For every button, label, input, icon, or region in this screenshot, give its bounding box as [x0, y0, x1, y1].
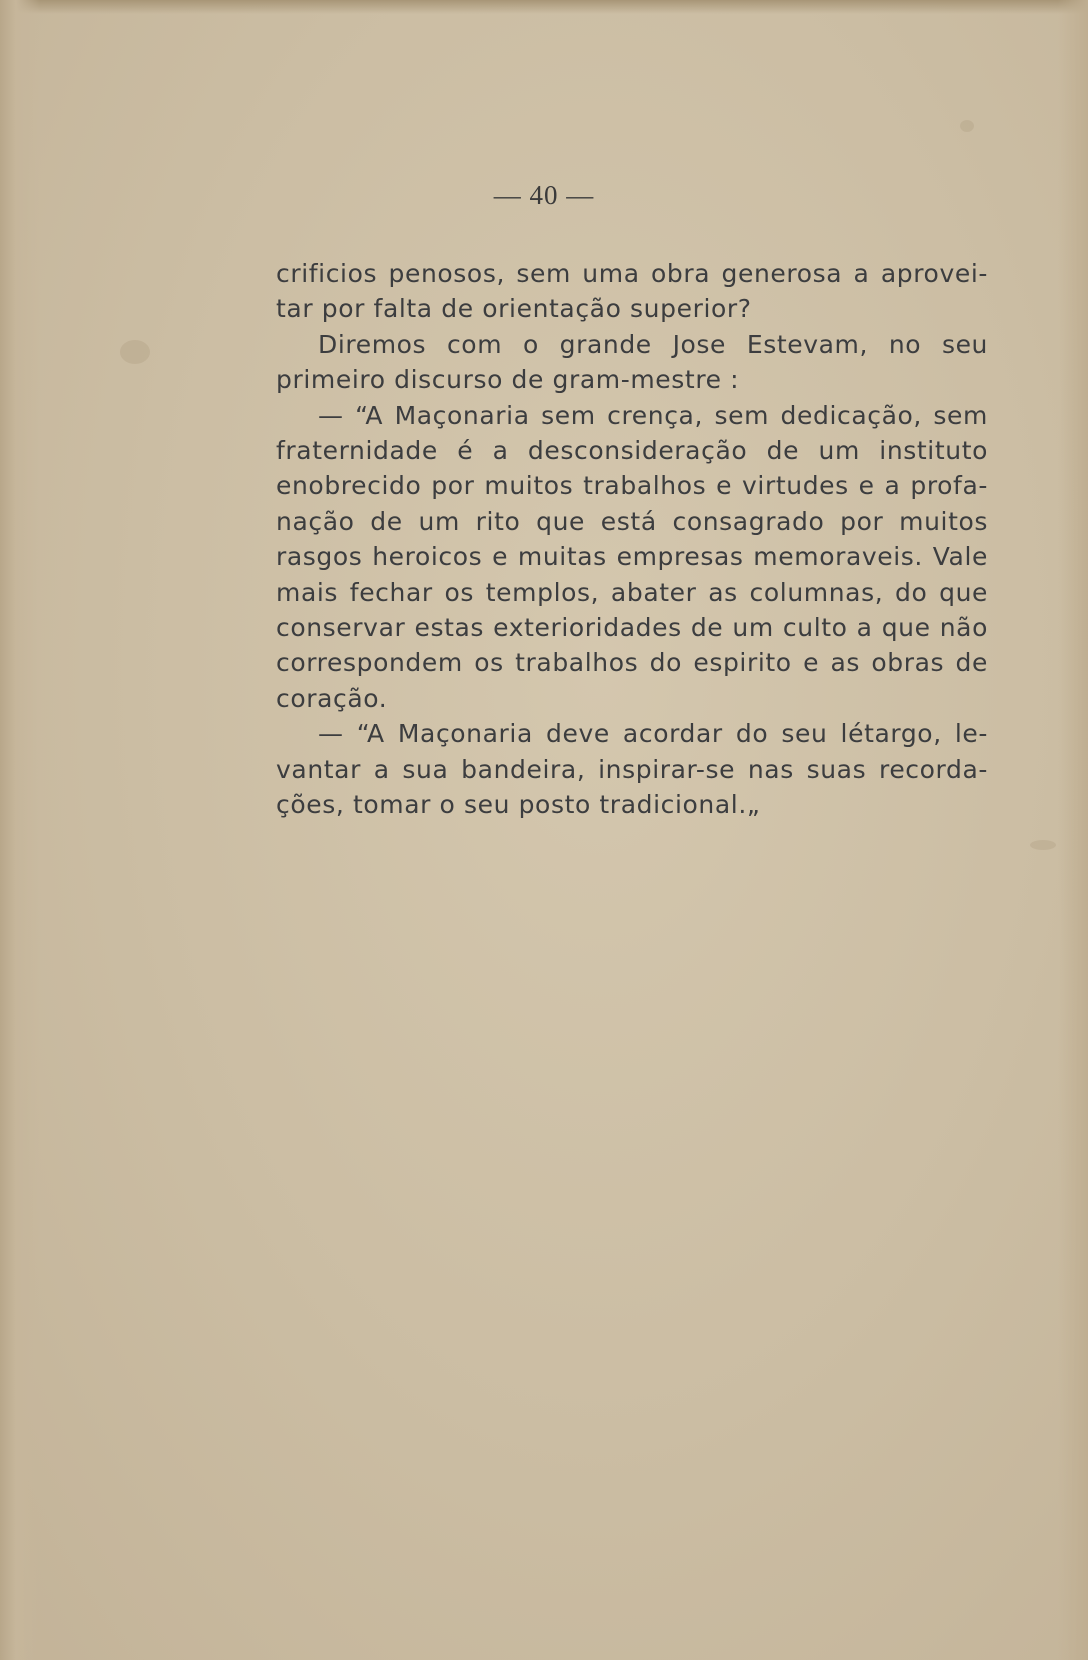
text-line: rasgos heroicos e muitas empresas memoraveis. Vale: [276, 542, 988, 572]
text-line: Diremos com o grande Jose Estevam, no seu: [318, 329, 988, 359]
text-line: nação de um rito que está consagrado por muitos: [276, 506, 988, 536]
text-line: correspondem os trabalhos do espirito e as obras de: [276, 648, 988, 678]
page-edge-top: [0, 0, 1088, 14]
text-line: vantar a sua bandeira, inspirar-se nas suas recorda-: [276, 754, 988, 784]
page-edge-right: [1058, 0, 1088, 1660]
text-line: enobrecido por muitos trabalhos e virtudes e a profa-: [276, 471, 988, 501]
text-line: conservar estas exterioridades de um culto a que não: [276, 613, 988, 643]
paper-stain: [960, 120, 974, 132]
text-line: primeiro discurso de gram-mestre :: [276, 365, 740, 395]
paper-stain: [1030, 840, 1056, 850]
text-line: fraternidade é a desconsideração de um instituto: [276, 436, 988, 466]
paper-stain: [120, 340, 150, 364]
page-edge-left: [0, 0, 40, 1660]
text-line: ções, tomar o seu posto tradicional.„: [276, 790, 761, 820]
text-line: — “A Maçonaria deve acordar do seu létargo, le-: [318, 719, 988, 749]
body-text: [276, 256, 988, 823]
text-line: — “A Maçonaria sem crença, sem dedicação, sem: [318, 400, 988, 430]
text-line: crificios penosos, sem uma obra generosa a aprovei-: [276, 259, 988, 288]
text-line: mais fechar os templos, abater as columnas, do que: [276, 577, 988, 607]
text-line: coração.: [276, 683, 388, 713]
page-number: — 40 —: [493, 180, 595, 210]
text-line: tar por falta de orientação superior?: [276, 294, 752, 324]
